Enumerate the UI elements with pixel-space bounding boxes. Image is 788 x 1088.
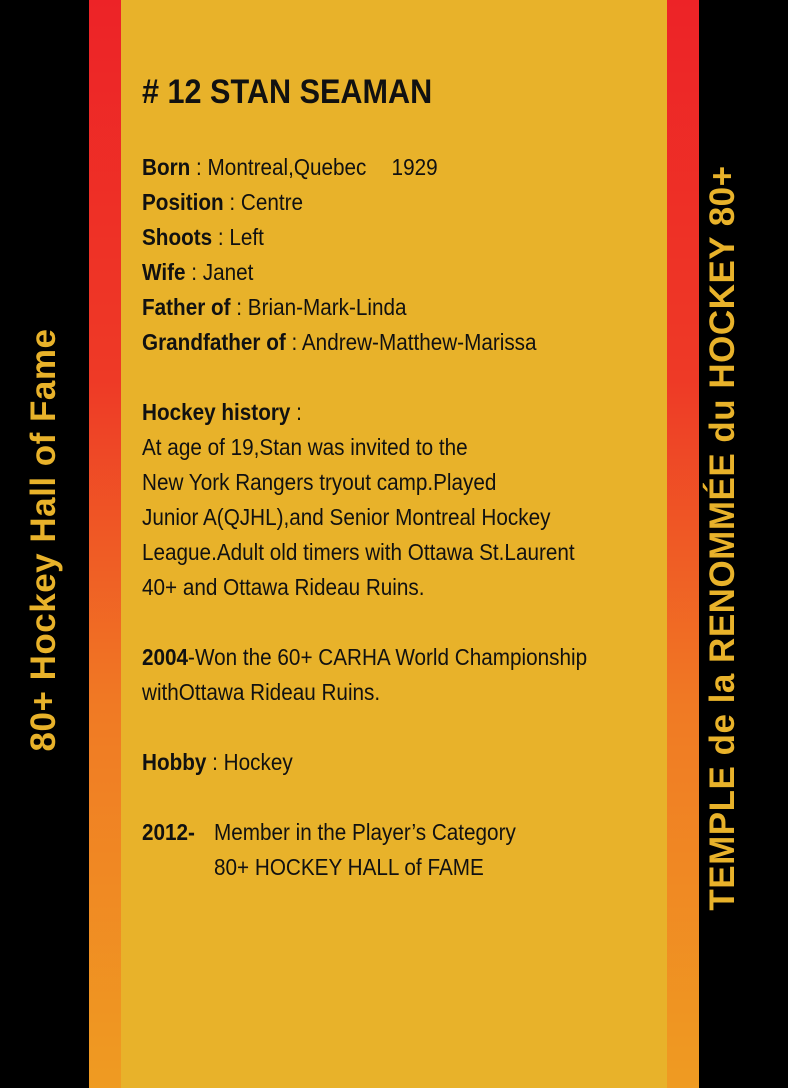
history-line: Junior A(QJHL),and Senior Montreal Hockey xyxy=(142,504,551,530)
born-year: 1929 xyxy=(391,154,438,180)
history-label-suffix: : xyxy=(290,399,302,425)
grandfather-row xyxy=(142,325,628,360)
father-value: : Brian-Mark-Linda xyxy=(230,294,407,320)
wife-value: : Janet xyxy=(185,259,254,285)
position-label: Position xyxy=(142,189,224,215)
hobby-row xyxy=(142,745,628,780)
history-line: League.Adult old timers with Ottawa St.Laurent xyxy=(142,539,575,565)
grandfather-label: Grandfather of xyxy=(142,329,286,355)
history-line: 40+ and Ottawa Rideau Ruins. xyxy=(142,574,425,600)
wife-label: Wife xyxy=(142,259,186,285)
born-label: Born xyxy=(142,154,191,180)
history-label: Hockey history xyxy=(142,399,291,425)
shoots-value: : Left xyxy=(212,224,264,250)
player-bio xyxy=(142,70,628,885)
born-value: : Montreal,Quebec xyxy=(190,154,367,180)
hobby-label: Hobby xyxy=(142,749,207,775)
right-vertical-title: TEMPLE de la RENOMMÉE du HOCKEY 80+ xyxy=(703,165,742,911)
achievement-line2: withOttawa Rideau Ruins. xyxy=(142,679,381,705)
grandfather-value: : Andrew-Matthew-Marissa xyxy=(285,329,537,355)
hall-of-fame-line2: 80+ HOCKEY HALL of FAME xyxy=(214,854,484,880)
born-row xyxy=(142,150,628,185)
left-vertical-title: 80+ Hockey Hall of Fame xyxy=(24,328,63,752)
history-heading xyxy=(142,395,628,430)
hall-of-fame-year: 2012- xyxy=(142,819,195,845)
achievement-line1: -Won the 60+ CARHA World Championship xyxy=(188,644,588,670)
history-line: At age of 19,Stan was invited to the xyxy=(142,434,468,460)
achievement-row xyxy=(142,640,628,675)
left-gradient-stripe xyxy=(89,0,121,1088)
shoots-label: Shoots xyxy=(142,224,213,250)
position-value: : Centre xyxy=(223,189,304,215)
player-title: # 12 STAN SEAMAN xyxy=(142,73,433,111)
wife-row xyxy=(142,255,628,290)
hobby-value: : Hockey xyxy=(206,749,293,775)
position-row xyxy=(142,185,628,220)
hall-of-fame-row xyxy=(142,815,628,885)
shoots-row xyxy=(142,220,628,255)
hall-of-fame-text xyxy=(214,815,516,885)
history-line: New York Rangers tryout camp.Played xyxy=(142,469,497,495)
right-gradient-stripe xyxy=(667,0,699,1088)
achievement-year: 2004 xyxy=(142,644,189,670)
father-label: Father of xyxy=(142,294,231,320)
hall-of-fame-line1: Member in the Player’s Category xyxy=(214,819,516,845)
father-row xyxy=(142,290,628,325)
